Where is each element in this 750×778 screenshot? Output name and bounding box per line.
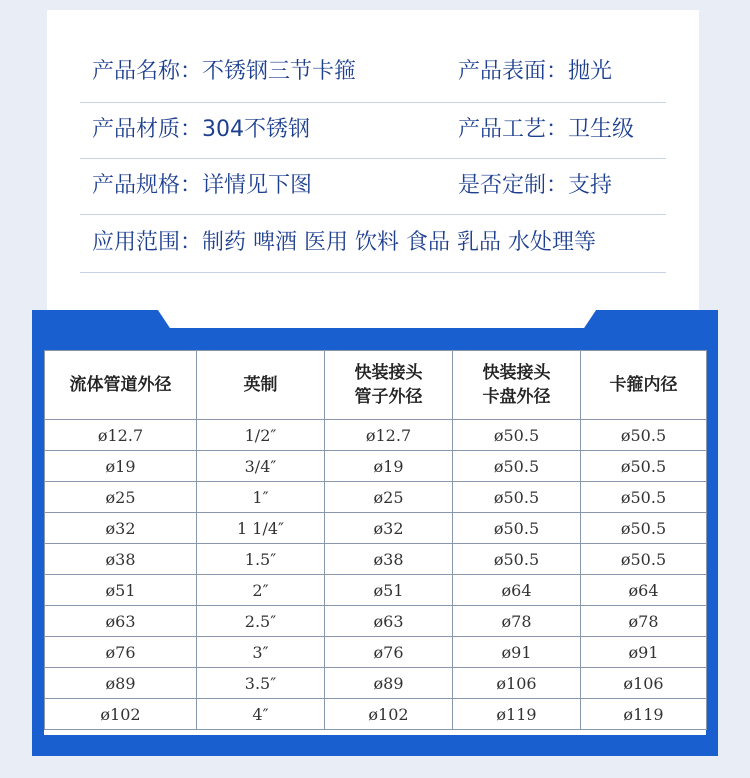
perforated-edge (47, 0, 699, 14)
table-cell: ø50.5 (453, 482, 581, 513)
table-cell: ø50.5 (581, 482, 707, 513)
table-cell: 2″ (197, 575, 325, 606)
application-scope-value: 制药 啤酒 医用 饮料 食品 乳品 水处理等 (202, 230, 596, 255)
header-text: 英制 (243, 375, 278, 395)
table-cell: ø64 (581, 575, 707, 606)
table-cell: ø91 (581, 637, 707, 668)
divider (80, 158, 666, 159)
application-scope-label: 应用范围： (92, 230, 203, 255)
product-material-value: 304不锈钢 (202, 117, 311, 142)
product-craft-row (458, 112, 634, 148)
table-cell: 3.5″ (197, 668, 325, 699)
header-text: 快装接头 (354, 363, 423, 383)
table-cell: ø119 (453, 699, 581, 730)
product-spec-label: 产品规格： (92, 173, 203, 198)
table-cell: ø51 (325, 575, 453, 606)
table-row (45, 482, 707, 513)
table-row (45, 575, 707, 606)
table-cell: ø63 (45, 606, 197, 637)
product-name-value: 不锈钢三节卡箍 (202, 59, 357, 84)
header-text: 卡箍内径 (609, 375, 678, 395)
table-row (45, 637, 707, 668)
table-cell: ø51 (45, 575, 197, 606)
product-material-row (92, 112, 310, 148)
table-cell: ø32 (325, 513, 453, 544)
header-text: 管子外径 (354, 387, 423, 407)
table-header-cell (45, 351, 197, 420)
table-cell: ø25 (325, 482, 453, 513)
table-cell: ø50.5 (581, 451, 707, 482)
product-craft-value: 卫生级 (568, 117, 635, 142)
table-header-cell (453, 351, 581, 420)
table-cell: ø38 (45, 544, 197, 575)
table-row (45, 544, 707, 575)
table-cell: ø106 (581, 668, 707, 699)
table-cell: ø50.5 (453, 451, 581, 482)
table-cell: 1.5″ (197, 544, 325, 575)
table-cell: ø19 (325, 451, 453, 482)
product-name-row (92, 54, 356, 90)
table-cell: ø50.5 (581, 544, 707, 575)
table-cell: ø64 (453, 575, 581, 606)
table-row (45, 606, 707, 637)
table-row (45, 451, 707, 482)
table-header-cell (197, 351, 325, 420)
spec-table-container (44, 350, 706, 735)
header-text: 卡盘外径 (482, 387, 551, 407)
table-cell: ø78 (581, 606, 707, 637)
product-custom-row (458, 168, 612, 204)
table-row (45, 668, 707, 699)
table-header-cell (325, 351, 453, 420)
product-craft-label: 产品工艺： (458, 117, 569, 142)
divider (80, 102, 666, 103)
product-custom-label: 是否定制： (458, 173, 569, 198)
table-cell: 1/2″ (197, 420, 325, 451)
table-cell: ø106 (453, 668, 581, 699)
table-cell: ø89 (325, 668, 453, 699)
table-cell: ø102 (45, 699, 197, 730)
table-cell: ø50.5 (581, 420, 707, 451)
product-custom-value: 支持 (568, 173, 613, 198)
table-cell: ø38 (325, 544, 453, 575)
table-row (45, 699, 707, 730)
table-cell: ø50.5 (453, 513, 581, 544)
table-row (45, 420, 707, 451)
table-cell: ø76 (45, 637, 197, 668)
divider (80, 272, 666, 273)
table-cell: ø25 (45, 482, 197, 513)
table-cell: 2.5″ (197, 606, 325, 637)
product-surface-value: 抛光 (568, 59, 613, 84)
table-header-row (45, 351, 707, 420)
table-cell: ø76 (325, 637, 453, 668)
frame-tab-notch (32, 310, 718, 330)
table-cell: 1 1/4″ (197, 513, 325, 544)
application-scope-row (92, 225, 596, 261)
table-cell: 1″ (197, 482, 325, 513)
divider (80, 214, 666, 215)
table-cell: ø50.5 (453, 420, 581, 451)
table-cell: ø12.7 (45, 420, 197, 451)
table-cell: 3/4″ (197, 451, 325, 482)
table-cell: ø91 (453, 637, 581, 668)
table-header-cell (581, 351, 707, 420)
table-cell: ø50.5 (581, 513, 707, 544)
table-cell: 3″ (197, 637, 325, 668)
table-row (45, 513, 707, 544)
table-cell: ø102 (325, 699, 453, 730)
header-text: 流体管道外径 (69, 375, 172, 395)
product-spec-row (92, 168, 312, 204)
product-surface-label: 产品表面： (458, 59, 569, 84)
spec-table (44, 350, 707, 730)
table-cell: ø63 (325, 606, 453, 637)
product-name-label: 产品名称： (92, 59, 203, 84)
table-cell: ø50.5 (453, 544, 581, 575)
product-material-label: 产品材质： (92, 117, 203, 142)
table-cell: ø119 (581, 699, 707, 730)
product-spec-value: 详情见下图 (202, 173, 313, 198)
table-cell: ø89 (45, 668, 197, 699)
table-cell: ø12.7 (325, 420, 453, 451)
table-cell: 4″ (197, 699, 325, 730)
table-cell: ø78 (453, 606, 581, 637)
header-text: 快装接头 (482, 363, 551, 383)
table-cell: ø32 (45, 513, 197, 544)
product-surface-row (458, 54, 612, 90)
table-cell: ø19 (45, 451, 197, 482)
